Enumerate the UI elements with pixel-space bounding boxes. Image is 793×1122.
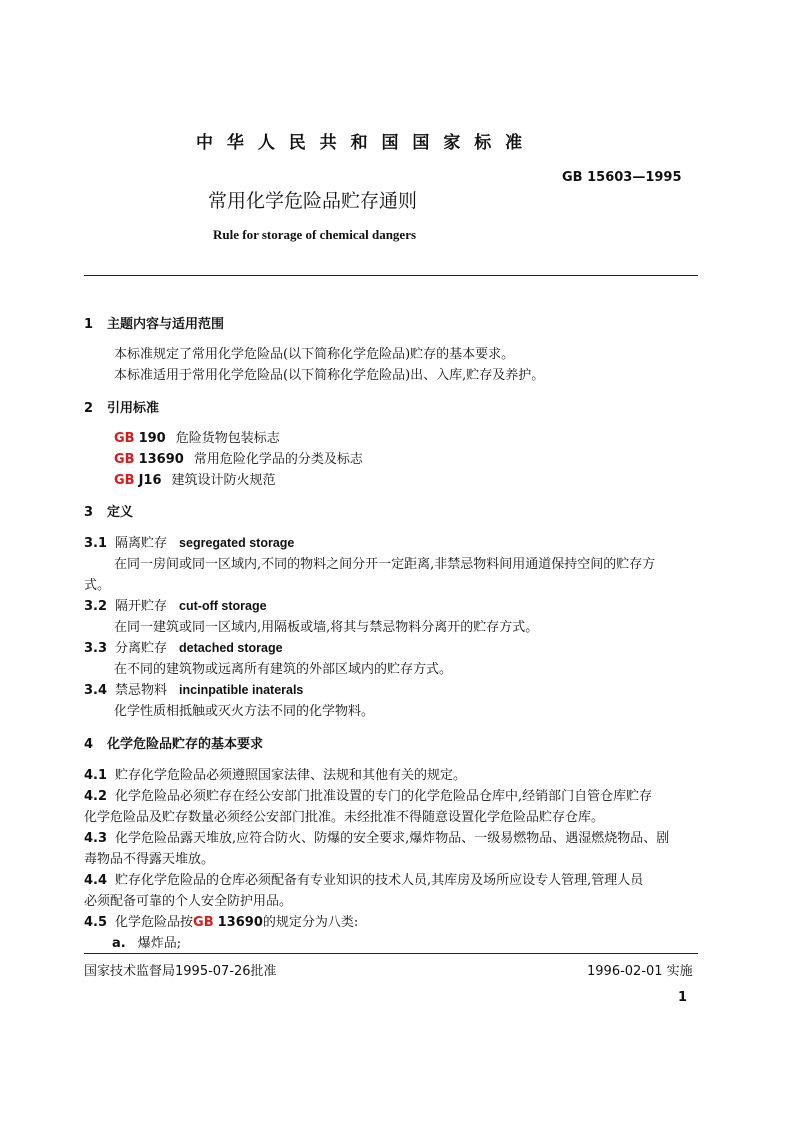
- paragraph: 本标准规定了常用化学危险品(以下简称化学危险品)贮存的基本要求。: [114, 347, 515, 362]
- section-4-heading: [84, 733, 263, 752]
- clause-text: 毒物品不得露天堆放。: [84, 852, 215, 867]
- reference-item: [114, 427, 280, 446]
- clause-number: 4.2: [84, 789, 108, 804]
- reference-code: 13690: [138, 452, 184, 467]
- gb-link[interactable]: GB: [114, 473, 135, 488]
- section-title: 定义: [107, 505, 134, 520]
- header-rule: [84, 275, 698, 276]
- section-title: 引用标准: [107, 401, 160, 416]
- footer-rule: [84, 953, 698, 954]
- gb-link[interactable]: GB: [114, 452, 135, 467]
- reference-item: [114, 448, 363, 467]
- term-en: segregated storage: [179, 536, 295, 550]
- clause-number: 4.5: [84, 915, 108, 930]
- section-number: 4: [84, 737, 94, 752]
- reference-name: 常用危险化学品的分类及标志: [193, 452, 363, 467]
- list-text: 爆炸品;: [137, 936, 182, 951]
- clause-number: 3.4: [84, 683, 108, 698]
- clause-text: 化学危险品露天堆放,应符合防火、防爆的安全要求,爆炸物品、一级易燃物品、遇湿燃烧物品、剧: [115, 831, 670, 846]
- definition-text: 化学性质相抵触或灭火方法不同的化学物料。: [114, 704, 375, 719]
- clause: [84, 869, 643, 888]
- clause-text: 化学危险品按: [115, 915, 194, 930]
- list-item: [112, 932, 181, 951]
- definition-term: [84, 595, 267, 614]
- clause: [84, 911, 358, 930]
- document-title-cn: 常用化学危险品贮存通则: [208, 190, 418, 212]
- issuing-organization: 中 华 人 民 共 和 国 国 家 标 准: [196, 133, 527, 153]
- clause-number: 4.1: [84, 768, 108, 783]
- clause-text: 贮存化学危险品的仓库必须配备有专业知识的技术人员,其库房及场所应设专人管理,管理人员: [115, 873, 644, 888]
- section-number: 1: [84, 317, 94, 332]
- section-2-heading: [84, 397, 159, 416]
- clause: [84, 764, 466, 783]
- definition-text: 式。: [84, 578, 111, 593]
- list-label: a.: [112, 936, 126, 951]
- term-cn: 隔开贮存: [115, 599, 168, 614]
- standard-number: GB 15603—1995: [562, 170, 682, 185]
- reference-item: [114, 469, 276, 488]
- definition-term: [84, 679, 303, 698]
- clause-text: 化学危险品必须贮存在经公安部门批准设置的专门的化学危险品仓库中,经销部门自管仓库贮存: [115, 789, 653, 804]
- term-en: cut-off storage: [179, 599, 267, 613]
- clause: [84, 827, 669, 846]
- term-en: incinpatible inaterals: [179, 683, 304, 697]
- gb-link[interactable]: GB: [193, 915, 214, 930]
- paragraph: 本标准适用于常用化学危险品(以下简称化学危险品)出、入库,贮存及养护。: [114, 368, 545, 383]
- term-cn: 禁忌物料: [115, 683, 168, 698]
- section-title: 主题内容与适用范围: [107, 317, 225, 332]
- reference-code: J16: [138, 473, 162, 488]
- section-number: 3: [84, 505, 94, 520]
- clause-number: 3.2: [84, 599, 108, 614]
- clause-text: 的规定分为八类:: [262, 915, 359, 930]
- section-title: 化学危险品贮存的基本要求: [107, 737, 264, 752]
- section-1-heading: [84, 313, 224, 332]
- definition-text: 在不同的建筑物或远离所有建筑的外部区域内的贮存方式。: [114, 662, 453, 677]
- document-title-en: Rule for storage of chemical dangers: [213, 227, 417, 242]
- term-cn: 隔离贮存: [115, 536, 168, 551]
- reference-name: 建筑设计防火规范: [171, 473, 276, 488]
- clause-number: 4.3: [84, 831, 108, 846]
- definition-text: 在同一房间或同一区域内,不同的物料之间分开一定距离,非禁忌物料间用通道保持空间的贮存方: [114, 557, 656, 572]
- effective-date: 1996-02-01 实施: [587, 964, 693, 979]
- section-number: 2: [84, 401, 94, 416]
- clause-number: 4.4: [84, 873, 108, 888]
- section-3-heading: [84, 501, 133, 520]
- gb-link[interactable]: GB: [114, 431, 135, 446]
- clause-number: 3.1: [84, 536, 108, 551]
- term-en: detached storage: [179, 641, 283, 655]
- definition-term: [84, 637, 283, 656]
- reference-name: 危险货物包装标志: [175, 431, 280, 446]
- reference-code: 190: [138, 431, 166, 446]
- clause-number: 3.3: [84, 641, 108, 656]
- reference-code: 13690: [217, 915, 263, 930]
- clause-text: 化学危险品及贮存数量必须经公安部门批准。未经批准不得随意设置化学危险品贮存仓库。: [84, 810, 605, 825]
- clause-text: 贮存化学危险品必须遵照国家法律、法规和其他有关的规定。: [115, 768, 467, 783]
- clause: [84, 785, 652, 804]
- clause-text: 必须配备可靠的个人安全防护用品。: [84, 894, 293, 909]
- approval-note: 国家技术监督局1995-07-26批准: [84, 964, 277, 979]
- term-cn: 分离贮存: [115, 641, 168, 656]
- page-number: 1: [678, 990, 688, 1005]
- definition-term: [84, 532, 294, 551]
- definition-text: 在同一建筑或同一区域内,用隔板或墙,将其与禁忌物料分离开的贮存方式。: [114, 620, 539, 635]
